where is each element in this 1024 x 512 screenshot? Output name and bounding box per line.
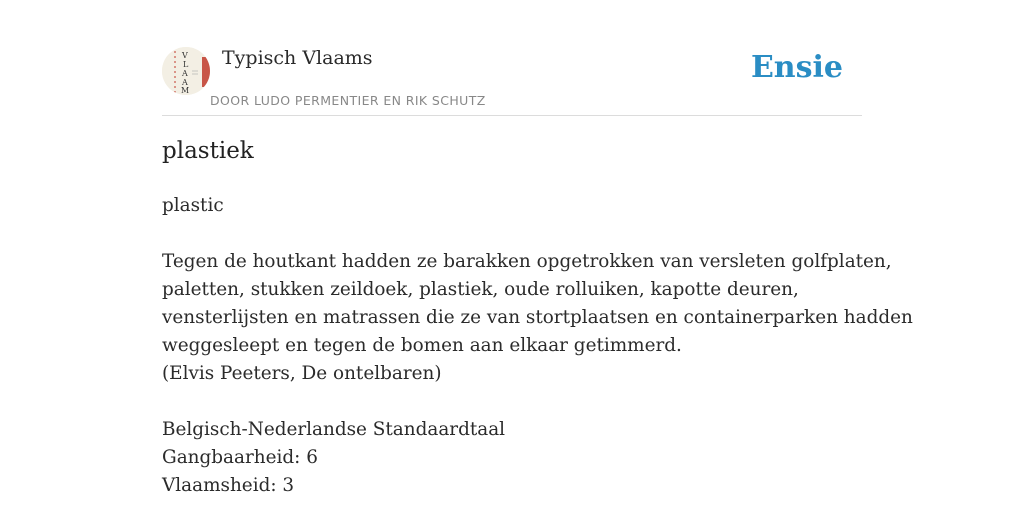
blog-logo[interactable] [162, 47, 210, 95]
vlaamsheid-score: Vlaamsheid: 3 [162, 475, 295, 496]
gangbaarheid-score: Gangbaarheid: 6 [162, 447, 318, 468]
book-cover-icon [162, 47, 210, 95]
example-line: paletten, stukken zeildoek, plastiek, oude rolluiken, kapotte deuren, [162, 279, 799, 300]
site-header [162, 44, 862, 116]
example-line: vensterlijsten en matrassen die ze van stortplaatsen en containerparken hadden [162, 307, 913, 328]
language-variant: Belgisch-Nederlandse Standaardtaal [162, 419, 506, 440]
example-source: (Elvis Peeters, De ontelbaren) [162, 363, 442, 384]
svg-text:L: L [183, 60, 189, 69]
spacer [162, 220, 862, 248]
example-line: Tegen de houtkant hadden ze barakken opgetrokken van versleten golfplaten, [162, 251, 892, 272]
blog-title[interactable]: Typisch Vlaams [222, 47, 373, 69]
entry-headword: plastiek [162, 138, 254, 164]
blog-authors: DOOR LUDO PERMENTIER EN RIK SCHUTZ [210, 93, 486, 108]
entry-body [162, 192, 913, 500]
spacer [162, 388, 862, 416]
ensie-logo-link[interactable]: Ensie [750, 50, 843, 85]
example-line: weggesleept en tegen de bomen aan elkaar getimmerd. [162, 335, 682, 356]
svg-text:M: M [181, 86, 190, 95]
svg-text:V: V [182, 51, 188, 60]
entry-meta [162, 416, 862, 500]
svg-text:A: A [182, 78, 188, 87]
entry-translation: plastic [162, 195, 224, 216]
svg-text:A: A [182, 69, 188, 78]
entry-example [162, 248, 913, 388]
